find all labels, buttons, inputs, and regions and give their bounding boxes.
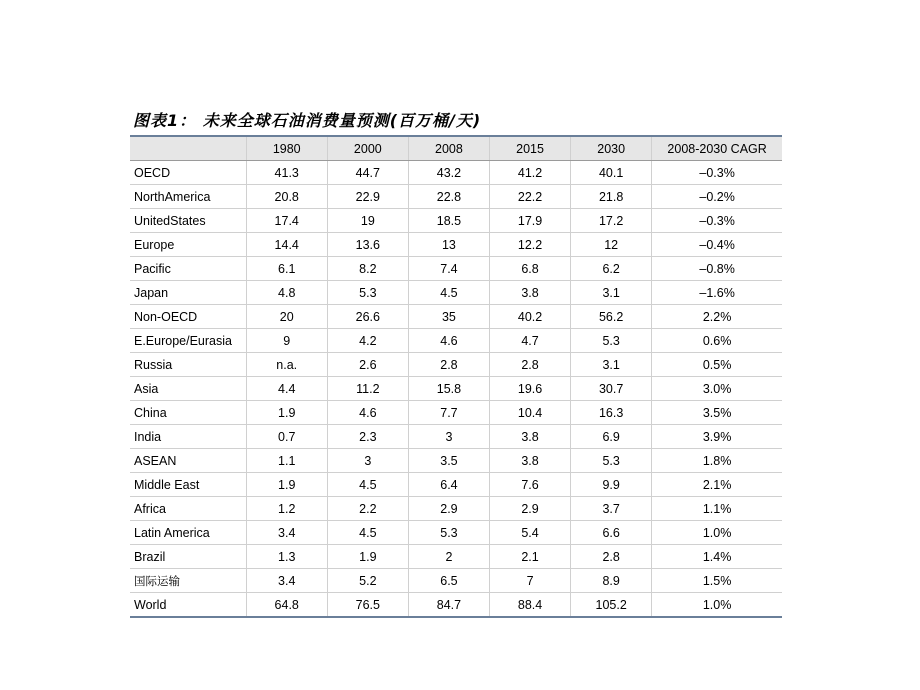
table-body bbox=[130, 161, 782, 618]
table-row bbox=[130, 209, 782, 233]
cagr-cell: 1.0% bbox=[652, 521, 782, 545]
value-cell: 5.4 bbox=[490, 521, 571, 545]
value-cell: 3.8 bbox=[490, 281, 571, 305]
table-row bbox=[130, 377, 782, 401]
value-cell: 3.8 bbox=[490, 425, 571, 449]
value-cell: 2.9 bbox=[490, 497, 571, 521]
value-cell: 6.1 bbox=[246, 257, 327, 281]
cagr-cell: 2.1% bbox=[652, 473, 782, 497]
value-cell: 2.2 bbox=[327, 497, 408, 521]
table-row bbox=[130, 401, 782, 425]
row-label: Asia bbox=[130, 377, 246, 401]
value-cell: 3.7 bbox=[571, 497, 652, 521]
value-cell: 4.5 bbox=[408, 281, 489, 305]
table-row bbox=[130, 521, 782, 545]
value-cell: 3.1 bbox=[571, 281, 652, 305]
cagr-cell: 1.1% bbox=[652, 497, 782, 521]
value-cell: 4.6 bbox=[408, 329, 489, 353]
value-cell: 64.8 bbox=[246, 593, 327, 618]
cagr-cell: 1.0% bbox=[652, 593, 782, 618]
row-label: E.Europe/Eurasia bbox=[130, 329, 246, 353]
value-cell: 7 bbox=[490, 569, 571, 593]
row-label: NorthAmerica bbox=[130, 185, 246, 209]
value-cell: 5.3 bbox=[571, 329, 652, 353]
table-title: 图表1： 未来全球石油消费量预测(百万桶/天) bbox=[133, 111, 482, 130]
row-label: Non-OECD bbox=[130, 305, 246, 329]
value-cell: 22.9 bbox=[327, 185, 408, 209]
value-cell: 20.8 bbox=[246, 185, 327, 209]
row-label: 国际运输 bbox=[130, 569, 246, 593]
cagr-cell: 0.5% bbox=[652, 353, 782, 377]
value-cell: 21.8 bbox=[571, 185, 652, 209]
value-cell: 1.9 bbox=[327, 545, 408, 569]
value-cell: 2.3 bbox=[327, 425, 408, 449]
table-row bbox=[130, 593, 782, 618]
table-row bbox=[130, 305, 782, 329]
table-row bbox=[130, 161, 782, 185]
cagr-cell: 3.5% bbox=[652, 401, 782, 425]
value-cell: 3.4 bbox=[246, 569, 327, 593]
value-cell: 35 bbox=[408, 305, 489, 329]
value-cell: 2 bbox=[408, 545, 489, 569]
table-row bbox=[130, 257, 782, 281]
value-cell: 3.5 bbox=[408, 449, 489, 473]
table-row bbox=[130, 281, 782, 305]
value-cell: 16.3 bbox=[571, 401, 652, 425]
value-cell: 1.9 bbox=[246, 473, 327, 497]
value-cell: 11.2 bbox=[327, 377, 408, 401]
row-label: China bbox=[130, 401, 246, 425]
row-label: Japan bbox=[130, 281, 246, 305]
value-cell: 30.7 bbox=[571, 377, 652, 401]
table-row bbox=[130, 353, 782, 377]
cagr-cell: –0.3% bbox=[652, 161, 782, 185]
value-cell: 9 bbox=[246, 329, 327, 353]
value-cell: 0.7 bbox=[246, 425, 327, 449]
cagr-cell: –0.3% bbox=[652, 209, 782, 233]
row-label: Europe bbox=[130, 233, 246, 257]
value-cell: 9.9 bbox=[571, 473, 652, 497]
cagr-cell: 1.5% bbox=[652, 569, 782, 593]
value-cell: 1.1 bbox=[246, 449, 327, 473]
value-cell: 41.2 bbox=[490, 161, 571, 185]
row-label: Africa bbox=[130, 497, 246, 521]
value-cell: 5.3 bbox=[408, 521, 489, 545]
value-cell: 2.1 bbox=[490, 545, 571, 569]
value-cell: 105.2 bbox=[571, 593, 652, 618]
oil-consumption-table bbox=[130, 135, 782, 618]
value-cell: 56.2 bbox=[571, 305, 652, 329]
row-label: Russia bbox=[130, 353, 246, 377]
cagr-cell: 2.2% bbox=[652, 305, 782, 329]
header-cell: 2000 bbox=[327, 136, 408, 161]
value-cell: 18.5 bbox=[408, 209, 489, 233]
value-cell: 4.5 bbox=[327, 473, 408, 497]
header-cell: 2008 bbox=[408, 136, 489, 161]
row-label: Brazil bbox=[130, 545, 246, 569]
value-cell: 43.2 bbox=[408, 161, 489, 185]
cagr-cell: –0.4% bbox=[652, 233, 782, 257]
cagr-cell: –1.6% bbox=[652, 281, 782, 305]
value-cell: 4.2 bbox=[327, 329, 408, 353]
value-cell: 22.2 bbox=[490, 185, 571, 209]
value-cell: 84.7 bbox=[408, 593, 489, 618]
row-label: Latin America bbox=[130, 521, 246, 545]
table-row bbox=[130, 329, 782, 353]
value-cell: 3 bbox=[408, 425, 489, 449]
value-cell: 2.8 bbox=[408, 353, 489, 377]
value-cell: 44.7 bbox=[327, 161, 408, 185]
value-cell: 6.4 bbox=[408, 473, 489, 497]
header-cell: 2030 bbox=[571, 136, 652, 161]
row-label: Pacific bbox=[130, 257, 246, 281]
value-cell: 6.2 bbox=[571, 257, 652, 281]
cagr-cell: 3.9% bbox=[652, 425, 782, 449]
row-label: ASEAN bbox=[130, 449, 246, 473]
value-cell: 12 bbox=[571, 233, 652, 257]
table-row bbox=[130, 473, 782, 497]
header-cell bbox=[130, 136, 246, 161]
value-cell: 3 bbox=[327, 449, 408, 473]
value-cell: 17.2 bbox=[571, 209, 652, 233]
value-cell: 8.9 bbox=[571, 569, 652, 593]
value-cell: 40.2 bbox=[490, 305, 571, 329]
cagr-cell: –0.8% bbox=[652, 257, 782, 281]
value-cell: 12.2 bbox=[490, 233, 571, 257]
value-cell: 7.4 bbox=[408, 257, 489, 281]
table-row bbox=[130, 449, 782, 473]
value-cell: 4.5 bbox=[327, 521, 408, 545]
value-cell: 22.8 bbox=[408, 185, 489, 209]
value-cell: 17.9 bbox=[490, 209, 571, 233]
cagr-cell: 0.6% bbox=[652, 329, 782, 353]
value-cell: 6.6 bbox=[571, 521, 652, 545]
value-cell: 3.8 bbox=[490, 449, 571, 473]
value-cell: 10.4 bbox=[490, 401, 571, 425]
value-cell: 3.4 bbox=[246, 521, 327, 545]
value-cell: 88.4 bbox=[490, 593, 571, 618]
row-label: India bbox=[130, 425, 246, 449]
value-cell: 19 bbox=[327, 209, 408, 233]
row-label: UnitedStates bbox=[130, 209, 246, 233]
value-cell: 3.1 bbox=[571, 353, 652, 377]
value-cell: 4.7 bbox=[490, 329, 571, 353]
cagr-cell: 1.8% bbox=[652, 449, 782, 473]
cagr-cell: –0.2% bbox=[652, 185, 782, 209]
value-cell: 6.9 bbox=[571, 425, 652, 449]
value-cell: 1.9 bbox=[246, 401, 327, 425]
value-cell: 4.6 bbox=[327, 401, 408, 425]
value-cell: 2.9 bbox=[408, 497, 489, 521]
header-cell: 2008-2030 CAGR bbox=[652, 136, 782, 161]
cagr-cell: 3.0% bbox=[652, 377, 782, 401]
table-row bbox=[130, 185, 782, 209]
value-cell: 8.2 bbox=[327, 257, 408, 281]
value-cell: 4.4 bbox=[246, 377, 327, 401]
value-cell: 6.8 bbox=[490, 257, 571, 281]
value-cell: 7.7 bbox=[408, 401, 489, 425]
row-label: OECD bbox=[130, 161, 246, 185]
value-cell: 2.6 bbox=[327, 353, 408, 377]
value-cell: 76.5 bbox=[327, 593, 408, 618]
table-row bbox=[130, 569, 782, 593]
value-cell: 5.2 bbox=[327, 569, 408, 593]
value-cell: 41.3 bbox=[246, 161, 327, 185]
value-cell: n.a. bbox=[246, 353, 327, 377]
cagr-cell: 1.4% bbox=[652, 545, 782, 569]
row-label: World bbox=[130, 593, 246, 618]
value-cell: 7.6 bbox=[490, 473, 571, 497]
table-row bbox=[130, 545, 782, 569]
table-row bbox=[130, 233, 782, 257]
value-cell: 40.1 bbox=[571, 161, 652, 185]
value-cell: 26.6 bbox=[327, 305, 408, 329]
value-cell: 1.2 bbox=[246, 497, 327, 521]
value-cell: 2.8 bbox=[571, 545, 652, 569]
header-cell: 1980 bbox=[246, 136, 327, 161]
value-cell: 5.3 bbox=[327, 281, 408, 305]
table-header-row bbox=[130, 136, 782, 161]
table-row bbox=[130, 425, 782, 449]
row-label: Middle East bbox=[130, 473, 246, 497]
value-cell: 15.8 bbox=[408, 377, 489, 401]
value-cell: 19.6 bbox=[490, 377, 571, 401]
value-cell: 20 bbox=[246, 305, 327, 329]
header-cell: 2015 bbox=[490, 136, 571, 161]
value-cell: 13 bbox=[408, 233, 489, 257]
value-cell: 13.6 bbox=[327, 233, 408, 257]
value-cell: 5.3 bbox=[571, 449, 652, 473]
value-cell: 6.5 bbox=[408, 569, 489, 593]
value-cell: 17.4 bbox=[246, 209, 327, 233]
value-cell: 4.8 bbox=[246, 281, 327, 305]
value-cell: 2.8 bbox=[490, 353, 571, 377]
table-row bbox=[130, 497, 782, 521]
value-cell: 1.3 bbox=[246, 545, 327, 569]
value-cell: 14.4 bbox=[246, 233, 327, 257]
